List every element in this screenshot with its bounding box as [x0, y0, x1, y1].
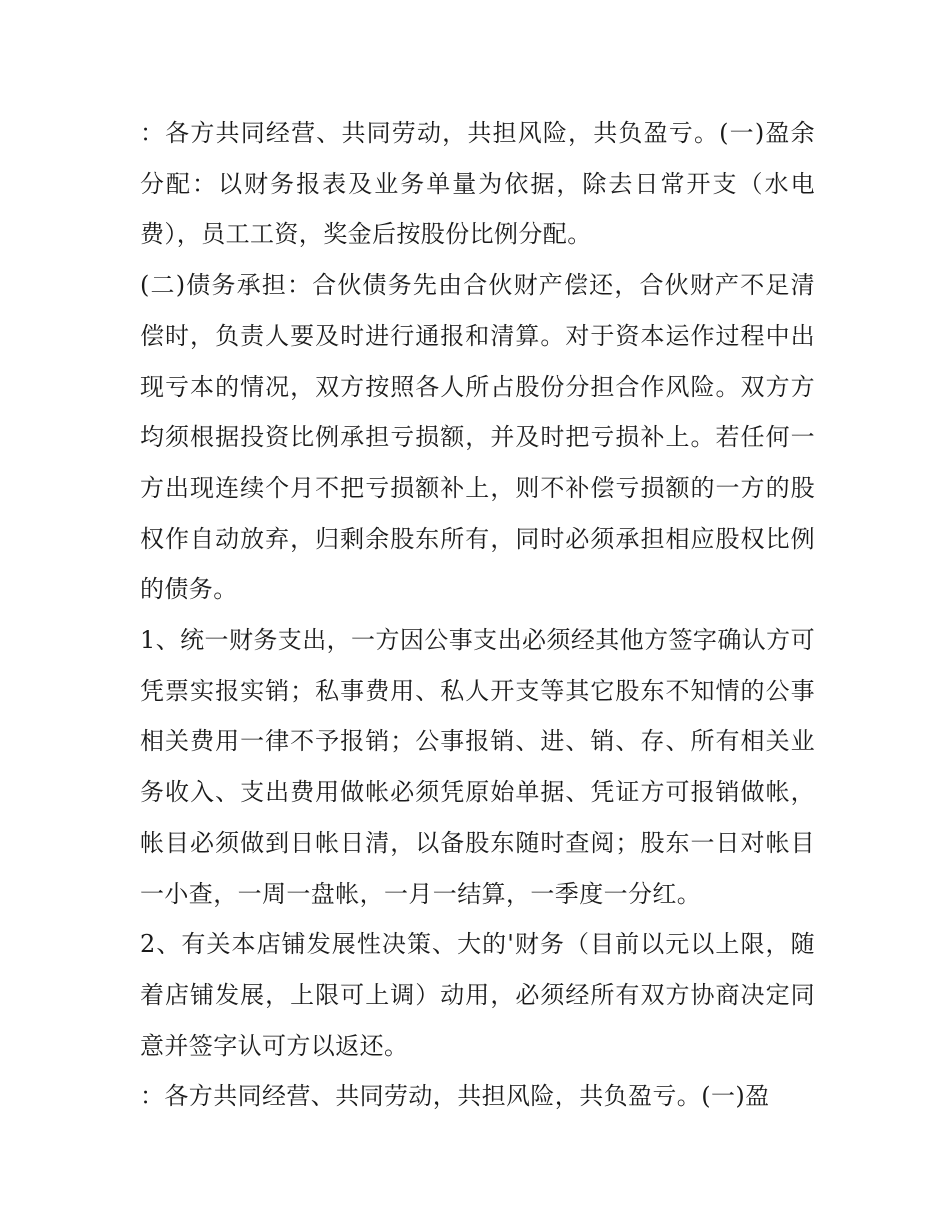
document-body	[140, 108, 815, 1122]
paragraph-repeated-start: ：各方共同经营、共同劳动，共担风险，共负盈亏。(一)盈	[140, 1082, 770, 1111]
paragraph-major-decisions: 2、有关本店铺发展性决策、大的'财务（目前以元以上限，随着店铺发展，上限可上调）动用，必须经所有双方协商决定同意并签字认可方以返还。	[140, 930, 815, 1060]
paragraph-profit-distribution: ：各方共同经营、共同劳动，共担风险，共负盈亏。(一)盈余分配：以财务报表及业务单量为依据，除去日常开支（水电费），员工工资，奖金后按股份比例分配。	[140, 119, 815, 249]
paragraph-debt-bearing: (二)债务承担：合伙债务先由合伙财产偿还，合伙财产不足清偿时，负责人要及时进行通报和清算。对于资本运作过程中出现亏本的情况，双方按照各人所占股份分担合作风险。双方方均须根据投资比例承担亏损额，并及时把亏损补上。若任何一方出现连续个月不把亏损额补上，则不补偿亏损额的一方的股权作自动放弃，归剩余股东所有，同时必须承担相应股权比例的债务。	[140, 271, 815, 604]
paragraph-finance-expenditure: 1、统一财务支出，一方因公事支出必须经其他方签字确认方可凭票实报实销；私事费用、私人开支等其它股东不知情的公事相关费用一律不予报销；公事报销、进、销、存、所有相关业务收入、支出费用做帐必须凭原始单据、凭证方可报销做帐，帐目必须做到日帐日清，以备股东随时查阅；股东一日对帐目一小查，一周一盘帐，一月一结算，一季度一分红。	[140, 626, 815, 908]
